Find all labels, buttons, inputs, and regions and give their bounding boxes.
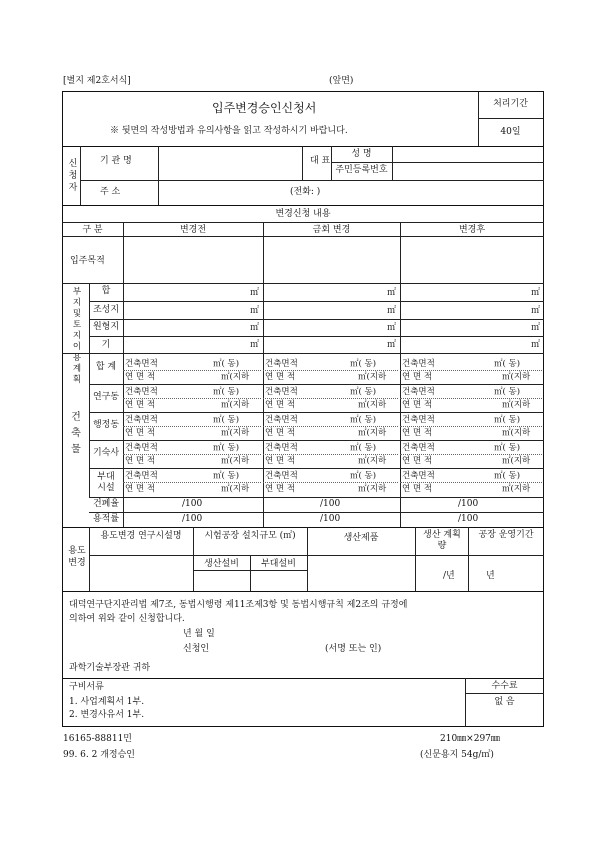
form-number: [별지 제2호서식]: [63, 76, 131, 86]
institution-label: 기 관 명: [100, 156, 132, 166]
fee-label: 수수료: [491, 681, 518, 691]
usage-col-plan: 생산 계획량: [423, 530, 461, 551]
building-floor-label: 연 면 적: [402, 484, 433, 494]
footer-size: 210㎜×297㎜: [440, 734, 500, 744]
declaration-date: 년 월 일: [183, 629, 215, 639]
document-item: 1. 사업계획서 1부.: [69, 697, 145, 707]
building-floor-label: 연 면 적: [402, 400, 433, 410]
building-floor-unit: ㎡(지하: [502, 484, 531, 494]
building-floor-unit: ㎡(지하: [358, 484, 387, 494]
building-floor-label: 연 면 적: [402, 372, 433, 382]
building-floor-label: 연 면 적: [402, 428, 433, 438]
building-floor-label: 연 면 적: [265, 456, 296, 466]
building-floor-label: 연 면 적: [402, 456, 433, 466]
ratio-value: /100: [320, 514, 341, 524]
building-area-unit: ㎡( 동): [213, 415, 240, 425]
building-floor-unit: ㎡(지하: [358, 372, 387, 382]
ratio-value: /100: [458, 499, 479, 509]
building-floor-unit: ㎡(지하: [221, 372, 250, 382]
building-area-label: 건축면적: [265, 471, 298, 481]
land-unit: ㎡: [250, 306, 260, 316]
land-unit: ㎡: [531, 306, 541, 316]
ratio-floor-label: 용적률: [92, 514, 120, 524]
name-label: 성 명: [351, 149, 372, 159]
land-unit: ㎡: [250, 288, 260, 298]
building-area-unit: ㎡( 동): [350, 443, 377, 453]
building-floor-unit: ㎡(지하: [502, 456, 531, 466]
land-unit: ㎡: [387, 340, 397, 350]
footer-approval: 99. 6. 2 개정승인: [63, 750, 135, 760]
building-area-unit: ㎡( 동): [350, 471, 377, 481]
building-floor-label: 연 면 적: [265, 372, 296, 382]
land-unit: ㎡: [250, 340, 260, 350]
building-floor-label: 연 면 적: [125, 400, 156, 410]
change-table-title: 변경신청 내용: [275, 209, 331, 219]
land-unit: ㎡: [387, 288, 397, 298]
building-area-unit: ㎡( 동): [213, 443, 240, 453]
building-row-dorm: 기숙사: [92, 448, 120, 458]
building-floor-label: 연 면 적: [125, 456, 156, 466]
building-area-label: 건축면적: [125, 387, 158, 397]
usage-col-aux-equip: 부대설비: [261, 559, 296, 569]
usage-col-product: 생산제품: [343, 533, 379, 543]
building-area-label: 건축면적: [402, 415, 435, 425]
declaration-sign: (서명 또는 인): [325, 644, 382, 654]
land-row-original: 원형지: [92, 322, 120, 332]
land-unit: ㎡: [387, 323, 397, 333]
building-floor-unit: ㎡(지하: [502, 372, 531, 382]
representative-label: 대 표: [310, 156, 331, 166]
building-area-label: 건축면적: [125, 359, 158, 369]
building-floor-unit: ㎡(지하: [502, 400, 531, 410]
building-floor-unit: ㎡(지하: [221, 428, 250, 438]
building-area-unit: ㎡( 동): [213, 359, 240, 369]
addressee: 과학기술부장관 귀하: [69, 663, 151, 673]
land-row-total: 합: [101, 286, 111, 296]
usage-col-scale: 시험공장 설치규모 (㎡): [204, 531, 296, 541]
usage-period-unit: 년: [486, 571, 495, 581]
building-area-unit: ㎡( 동): [494, 443, 521, 453]
building-floor-unit: ㎡(지하: [358, 456, 387, 466]
building-area-label: 건축면적: [402, 443, 435, 453]
usage-col-prod-equip: 생산설비: [204, 559, 239, 569]
footer-paper: (신문용지 54g/㎡): [420, 750, 494, 760]
form-title: 입주변경승인신청서: [212, 101, 317, 115]
processing-label: 처리기간: [493, 99, 528, 109]
building-area-label: 건축면적: [402, 471, 435, 481]
usage-col-period: 공장 운영기간: [478, 530, 534, 540]
col-this-change: 금회 변경: [312, 225, 351, 235]
building-floor-label: 연 면 적: [265, 400, 296, 410]
building-row-aux: 부대 시설: [97, 472, 115, 493]
building-area-label: 건축면적: [265, 415, 298, 425]
building-area-unit: ㎡( 동): [494, 471, 521, 481]
building-floor-label: 연 면 적: [125, 428, 156, 438]
page-side: (앞면): [329, 76, 354, 86]
resident-id-label: 주민등록번호: [335, 165, 388, 175]
building-area-label: 건축면적: [265, 443, 298, 453]
land-unit: ㎡: [250, 323, 260, 333]
building-row-admin: 행정동: [92, 420, 120, 430]
building-area-unit: ㎡( 동): [213, 471, 240, 481]
land-unit: ㎡: [531, 323, 541, 333]
ratio-value: /100: [182, 499, 203, 509]
building-area-unit: ㎡( 동): [350, 387, 377, 397]
ratio-value: /100: [320, 499, 341, 509]
building-floor-label: 연 면 적: [125, 372, 156, 382]
building-area-unit: ㎡( 동): [350, 359, 377, 369]
applicant-section: 신 청 자: [68, 159, 78, 193]
footer-code: 16165-88811민: [63, 734, 132, 744]
col-before: 변경전: [179, 225, 207, 235]
building-floor-label: 연 면 적: [265, 428, 296, 438]
building-area-label: 건축면적: [125, 443, 158, 453]
document-item: 2. 변경사유서 1부.: [69, 710, 145, 720]
land-row-other: 기: [101, 340, 111, 350]
land-section: 부지 및 토지 이용 계획: [72, 287, 82, 385]
land-unit: ㎡: [531, 288, 541, 298]
fee-value: 없 음: [494, 697, 515, 707]
building-area-unit: ㎡( 동): [494, 387, 521, 397]
building-area-unit: ㎡( 동): [213, 387, 240, 397]
building-floor-unit: ㎡(지하: [221, 456, 250, 466]
building-floor-unit: ㎡(지하: [502, 428, 531, 438]
building-area-label: 건축면적: [402, 387, 435, 397]
phone-label: (전화: ): [290, 187, 321, 197]
processing-value: 40일: [500, 127, 521, 137]
building-section: 건 축 물: [71, 412, 81, 455]
address-label: 주 소: [100, 187, 121, 197]
land-row-developed: 조성지: [92, 305, 120, 315]
ratio-value: /100: [458, 514, 479, 524]
usage-col-facility: 용도변경 연구시설명: [100, 531, 182, 541]
building-floor-unit: ㎡(지하: [221, 400, 250, 410]
declaration-line2: 의하여 위와 같이 신청합니다.: [69, 614, 185, 624]
building-area-unit: ㎡( 동): [494, 415, 521, 425]
building-row-research: 연구동: [92, 392, 120, 402]
building-area-unit: ㎡( 동): [350, 415, 377, 425]
documents-label: 구비서류: [69, 682, 104, 692]
building-area-label: 건축면적: [125, 471, 158, 481]
building-area-label: 건축면적: [265, 387, 298, 397]
building-area-label: 건축면적: [402, 359, 435, 369]
form-note: ※ 뒷면의 작성방법과 유의사항을 읽고 작성하시기 바랍니다.: [110, 126, 348, 136]
usage-section: 용도 변경: [68, 546, 86, 568]
building-area-label: 건축면적: [265, 359, 298, 369]
building-row-total: 합 계: [95, 362, 117, 372]
land-unit: ㎡: [387, 306, 397, 316]
usage-plan-unit: /년: [443, 571, 455, 581]
building-floor-label: 연 면 적: [125, 484, 156, 494]
purpose-label: 입주목적: [70, 256, 105, 266]
ratio-value: /100: [182, 514, 203, 524]
building-floor-unit: ㎡(지하: [358, 428, 387, 438]
building-floor-label: 연 면 적: [265, 484, 296, 494]
land-unit: ㎡: [531, 340, 541, 350]
building-area-label: 건축면적: [125, 415, 158, 425]
declaration-line1: 대덕연구단지관리법 제7조, 동법시행령 제11조제3항 및 동법시행규칙 제2조의 규정에: [69, 600, 408, 610]
building-floor-unit: ㎡(지하: [358, 400, 387, 410]
building-area-unit: ㎡( 동): [494, 359, 521, 369]
col-after: 변경후: [458, 225, 486, 235]
declaration-applicant: 신청인: [183, 644, 210, 654]
building-floor-unit: ㎡(지하: [221, 484, 250, 494]
ratio-coverage-label: 건폐율: [92, 499, 120, 509]
col-category: 구 분: [82, 225, 103, 235]
